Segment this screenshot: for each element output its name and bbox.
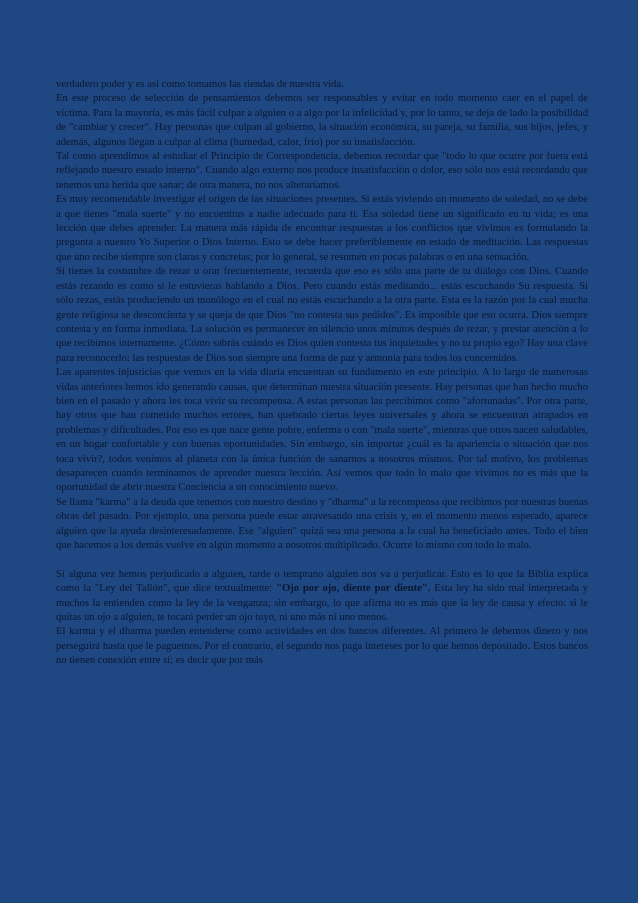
paragraph-1: verdadero poder y es así como tomamos las riendas de nuestra vida. [56,79,344,90]
paragraph-7: Se llama "karma" a la deuda que tenemos con nuestro destino y "dharma" a la recompensa que recibimos por nuestras buenas obras del pasado. Por ejemplo, una persona puede estar atravesando una crisis y, en el momento menos esperado, aparece alguien que la ayuda desinteresadamente. Ese "alguien" quizá sea una persona a la cual ha beneficiado antes. Todo el bien que hacemos a los demás vuelve en algún momento a nosotros multiplicado. Ocurre lo mismo con todo lo malo. [56,496,588,551]
document-page [56,78,588,669]
paragraph-gap [56,553,588,567]
paragraph-8 [56,568,588,626]
paragraph-6: Las aparentes injusticias que vemos en la vida diaria encuentran su fundamento en este principio. A lo largo de numerosas vidas anteriores hemos ido generando causas, que determinan nuestra situación presente. Hay personas que han hecho mucho bien en el pasado y ahora les toca vivir su recompensa. A estas personas las percibimos como "afortunadas". Por otra parte, hay otros que han cometido muchos errores, han quebrado ciertas leyes universales y ahora se encuentran atrapados en problemas y dificultades. Por eso es que nace gente pobre, enferma o con "mala suerte", mientras que otros nacen saludables, en un hogar confortable y con buenas oportunidades. Sin embargo, sin importar ¿cuál es la apariencia o situación que nos toca vivir?, todos venimos al planeta con la única función de sanarnos a nosotros mismos. Por tal motivo, los problemas desaparecen cuando terminamos de aprender nuestra lección. Así vemos que todo lo malo que vivimos no es más que la oportunidad de abrir nuestra Conciencia a un conocimiento nuevo. [56,367,588,494]
paragraph-4: Es muy recomendable investigar el origen de las situaciones presentes. Si estás viviendo un momento de soledad, no se debe a que tienes "mala suerte" y no encuentras a nadie adecuado para ti. Esa soledad tiene un significado en tu vida; es una lección que debes aprender. La manera más rápida de encontrar respuestas a los conflictos que vivimos es formulando la pregunta a nuestro Yo Superior o Dios Interno. Esto se debe hacer preferiblemente en estado de meditación. Las respuestas que uno recibe siempre son claras y concretas; por lo general, se resumen en pocas palabras o en una sensación. [56,194,588,263]
paragraph-9: El karma y el dharma pueden entenderse como actividades en dos bancos diferentes. Al primero le debemos dinero y nos perseguirá hasta que le paguemos. Por el contrario, el segundo nos paga intereses por lo que hemos depositado. Estos bancos no tienen conexión entre sí; es decir que por más [56,626,588,667]
paragraph-8-bold-quote: "Ojo por ojo, diente por diente". [276,583,431,595]
paragraph-3: Tal como aprendimos al estudiar el Principio de Correspondencia, debemos recordar que "todo lo que ocurre por fuera está reflejando nuestro estado interno". Cuando algo externo nos produce insatisfacción o dolor, eso sólo nos está recordando que tenemos una herida que sanar; de otra manera, no nos alteraríamos. [56,151,588,191]
paragraph-5: Si tienes la costumbre de rezar u orar frecuentemente, recuerda que eso es sólo una parte de tu diálogo con Dios. Cuando estás rezando es como si le estuvieras hablando a Dios. Pero cuando estás meditando... estás escuchando Su respuesta. Si sólo rezas, estás produciendo un monólogo en el cual no estás escuchando a la otra parte. Esta es la razón por la cual mucha gente religiosa se desconcierta y se queja de que Dios "no contesta sus pedidos". Es imposible que eso ocurra. Dios siempre contesta y en forma inmediata. La solución es permanecer en silencio unos minutos después de rezar, y prestar atención a lo que recibimos internamente. ¿Cómo sabrás cuándo es Dios quien contesta tus inquietudes y no tu propio ego? Hay una clave para reconocerlo: las respuestas de Dios son siempre una forma de paz y armonía para todos los concernidos. [56,266,588,364]
paragraph-2: En este proceso de selección de pensamientos debemos ser responsables y evitar en todo momento caer en el papel de víctima. Para la mayoría, es más fácil culpar a alguien o a algo por la infelicidad y, por lo tanto, se deja de lado la posibilidad de "cambiar y crecer". Hay personas que culpan al gobierno, la situación económica, su pareja, su familia, sus hijos, jefes, y además, algunos llegan a culpar al clima (humedad, calor, frío) por su insatisfacción. [56,93,588,148]
paragraph-8-text-before: Si alguna vez hemos perjudicado a alguien, tarde o temprano alguien nos va a perjudicar. Esto es lo que la Biblia explica como la "Ley del Tallón", que dice textualmente: [56,568,588,595]
paragraph-8-text-after: Esta ley ha sido mal interpretada y muchos la entienden como la ley de la venganza; sin embargo, lo que afirma no es más que la ley de causa y efecto: si le quitas un ojo a alguien, te tocará perder un ojo tuyo, ni uno más ni uno menos. [56,583,588,624]
